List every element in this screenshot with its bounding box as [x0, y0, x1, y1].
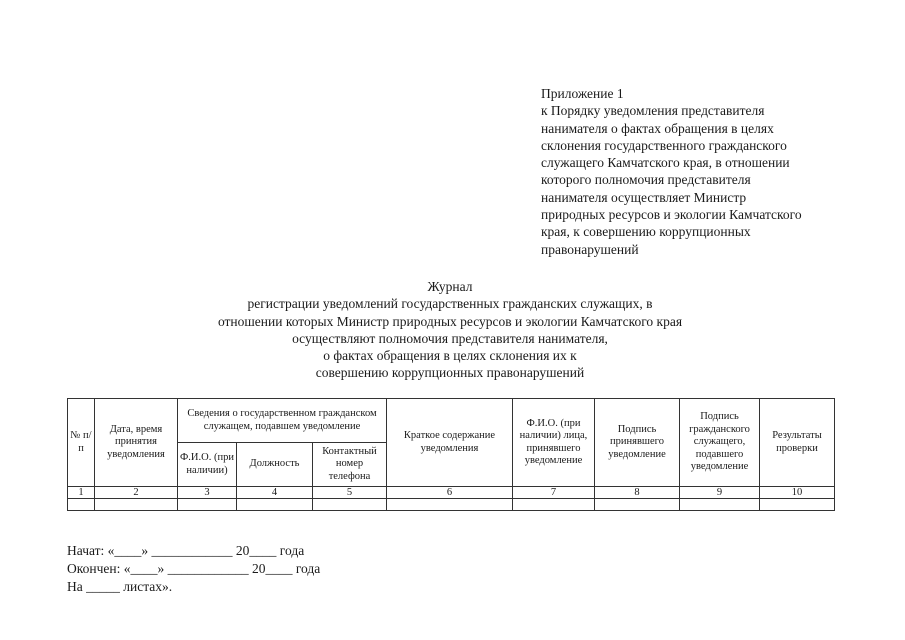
appendix-line: служащего Камчатского края, в отношении	[541, 155, 790, 171]
empty-cell	[95, 499, 178, 511]
header-phone: Контактный номер телефона	[313, 443, 387, 487]
header-servant-info: Сведения о государственном гражданском служащем, подавшем уведомление	[178, 399, 387, 443]
appendix-line: которого полномочия представителя	[541, 172, 751, 188]
appendix-line: Приложение 1	[541, 86, 624, 101]
column-number: 8	[595, 487, 680, 499]
empty-cell	[513, 499, 595, 511]
column-number: 4	[237, 487, 313, 499]
finished-line: Окончен: «____» ____________ 20____ года	[67, 561, 321, 576]
empty-cell	[387, 499, 513, 511]
heading-line: отношении которых Министр природных ресурсов и экологии Камчатского края	[217, 313, 683, 329]
appendix-line: к Порядку уведомления представителя	[541, 103, 765, 119]
empty-cell	[178, 499, 237, 511]
header-receiver-sign: Подпись принявшего уведомление	[595, 399, 680, 487]
heading-line: о фактах обращения в целях склонения их к	[323, 348, 577, 364]
empty-cell	[760, 499, 835, 511]
appendix-line: края, к совершению коррупционных	[541, 224, 751, 240]
appendix-line: нанимателя осуществляет Министр	[541, 189, 747, 205]
column-number: 10	[760, 487, 835, 499]
column-number: 1	[68, 487, 95, 499]
heading-line: Журнал	[427, 279, 473, 294]
header-position: Должность	[237, 443, 313, 487]
appendix-block	[541, 85, 871, 258]
empty-cell	[68, 499, 95, 511]
column-number: 6	[387, 487, 513, 499]
started-line: Начат: «____» ____________ 20____ года	[67, 543, 305, 558]
header-fio: Ф.И.О. (при наличии)	[178, 443, 237, 487]
footer-block	[67, 542, 320, 596]
header-receiver-fio: Ф.И.О. (при наличии) лица, принявшего уведомление	[513, 399, 595, 487]
appendix-line: природных ресурсов и экологии Камчатского	[541, 207, 802, 223]
header-results: Результаты проверки	[760, 399, 835, 487]
column-number: 3	[178, 487, 237, 499]
header-servant-sign: Подпись гражданского служащего, подавшего уведомление	[680, 399, 760, 487]
empty-cell	[595, 499, 680, 511]
empty-cell	[237, 499, 313, 511]
empty-cell	[313, 499, 387, 511]
column-number: 5	[313, 487, 387, 499]
heading-line: совершению коррупционных правонарушений	[315, 365, 585, 381]
column-number: 9	[680, 487, 760, 499]
empty-cell	[680, 499, 760, 511]
header-summary: Краткое содержание уведомления	[387, 399, 513, 487]
table-row	[68, 499, 835, 511]
appendix-line: нанимателя о фактах обращения в целях	[541, 120, 774, 136]
appendix-line: правонарушений	[541, 241, 639, 257]
heading-line: регистрации уведомлений государственных гражданских служащих, в	[247, 296, 653, 312]
column-number: 2	[95, 487, 178, 499]
journal-heading	[150, 278, 750, 382]
column-number: 7	[513, 487, 595, 499]
journal-table	[67, 398, 835, 511]
heading-line: осуществляют полномочия представителя нанимателя,	[292, 330, 608, 346]
appendix-line: склонения государственного гражданского	[541, 137, 787, 153]
column-number-row	[68, 487, 835, 499]
sheets-line: На _____ листах».	[67, 579, 173, 594]
header-no: № п/п	[68, 399, 95, 487]
header-date: Дата, время принятия уведомления	[95, 399, 178, 487]
